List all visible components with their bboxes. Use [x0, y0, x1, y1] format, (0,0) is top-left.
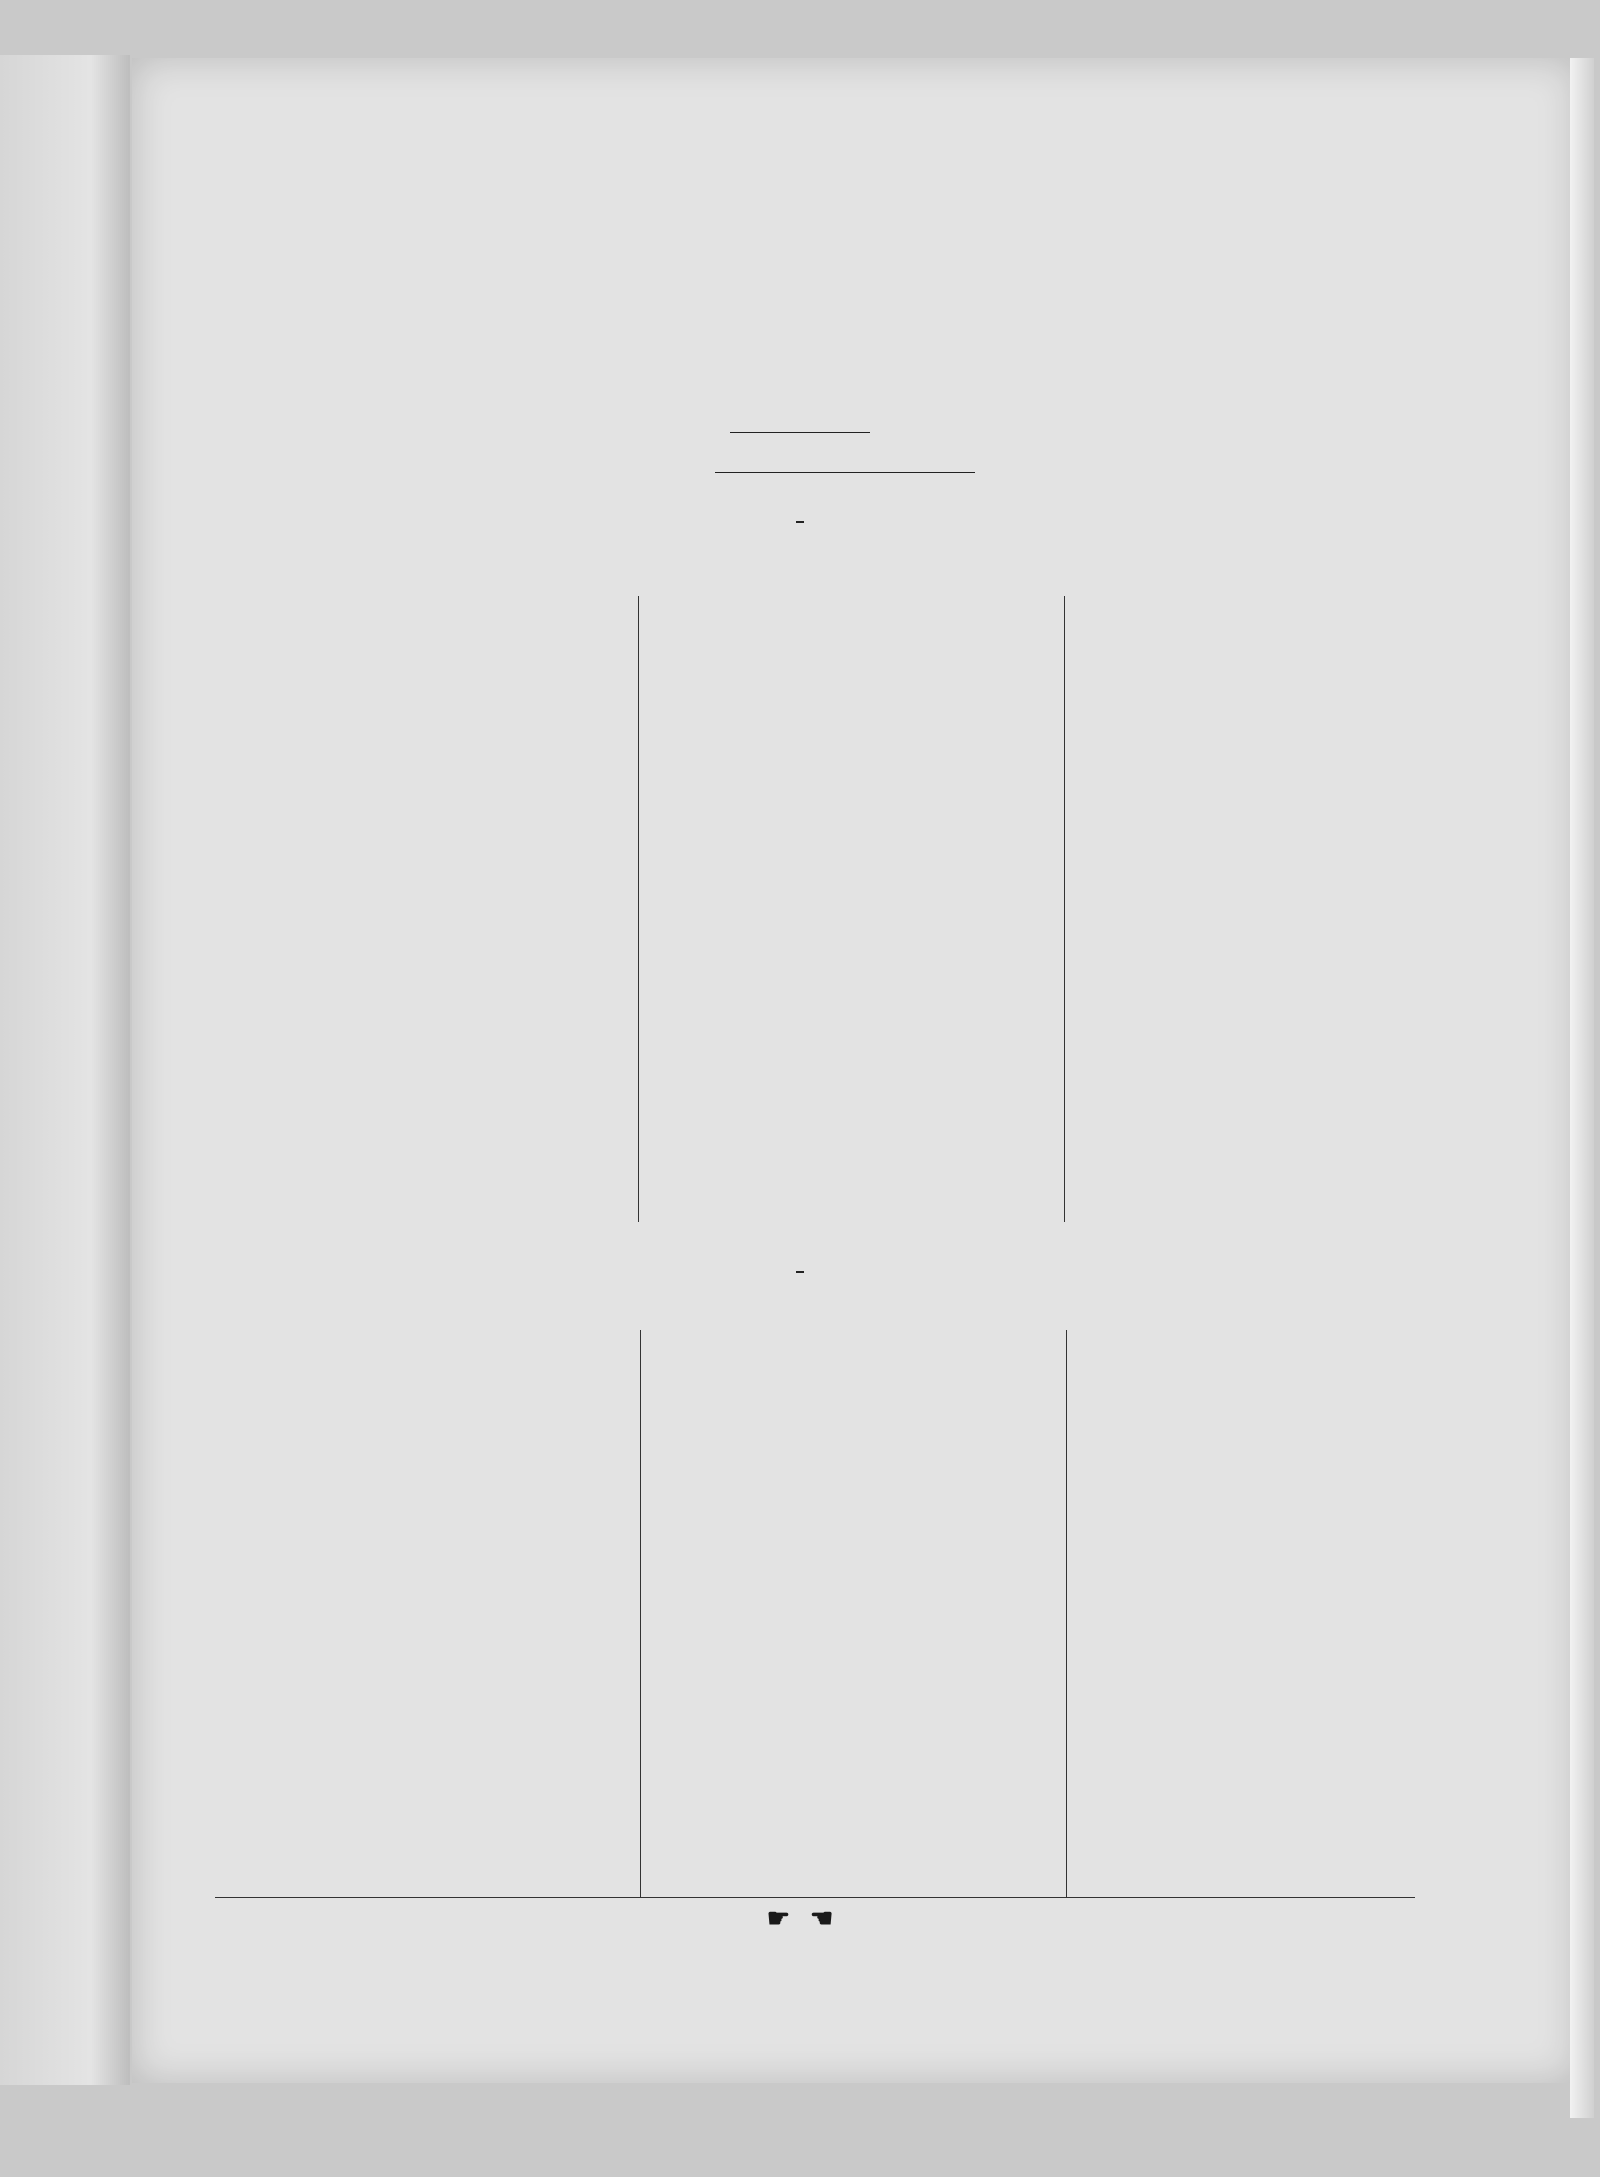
- left-page-spine: [0, 55, 130, 2085]
- linie-2-column-3: [1072, 1330, 1487, 1905]
- linie-2-column-2: [646, 1330, 1061, 1900]
- column-rule: [638, 596, 639, 1222]
- title-divider: [730, 432, 870, 433]
- note-divider: [715, 472, 975, 473]
- linie-1-column-1: [220, 595, 630, 1225]
- pointing-hand-right-icon: ☛: [766, 1903, 790, 1933]
- linie-1-column-2: [643, 598, 1058, 1224]
- linie-1-column-3: [1068, 596, 1483, 1226]
- footer-note: [0, 1903, 1600, 1934]
- linie-1-heading: [0, 496, 1600, 522]
- footer-rule: [215, 1897, 1415, 1898]
- pointing-hand-left-icon: ☚: [810, 1903, 834, 1933]
- column-rule: [1064, 596, 1065, 1222]
- column-rule: [1066, 1330, 1067, 1897]
- column-rule: [640, 1330, 641, 1897]
- page-edge: [1570, 58, 1594, 2118]
- linie-2-heading: [0, 1246, 1600, 1272]
- linie-2-column-1: [220, 1328, 635, 1903]
- linie-1-kennzeichen: [0, 540, 1600, 556]
